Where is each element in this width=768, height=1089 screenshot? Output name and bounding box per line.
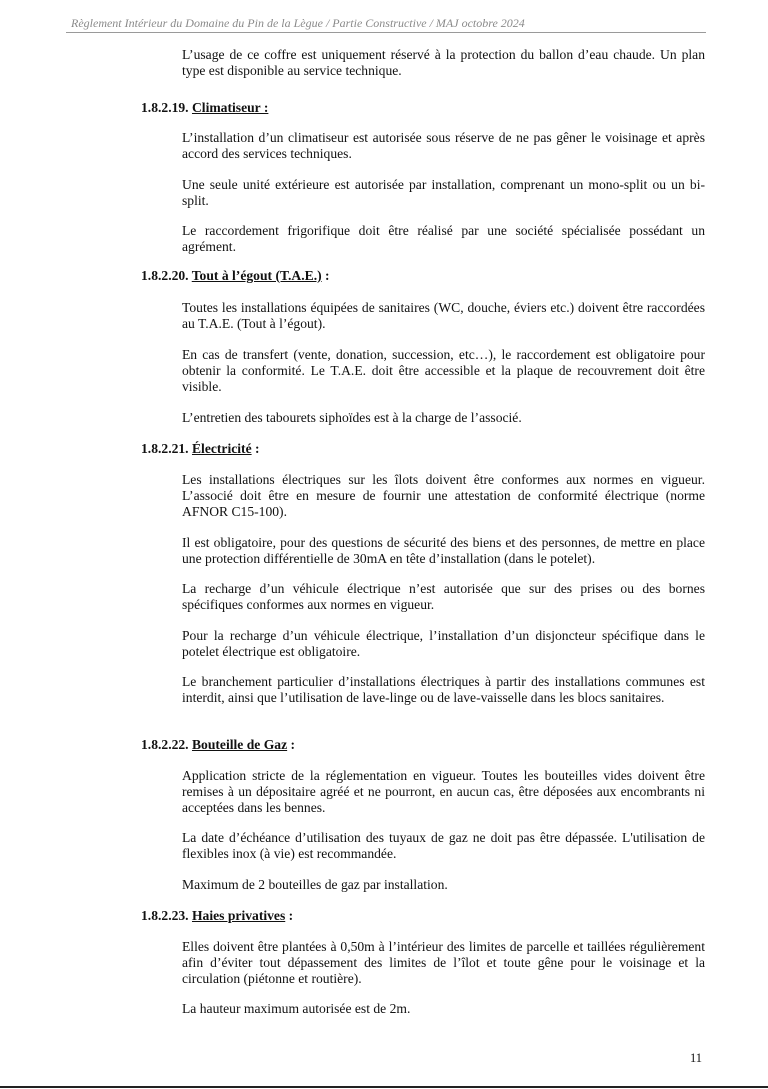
section-number: 1.8.2.21. — [141, 441, 189, 456]
section-number: 1.8.2.22. — [141, 737, 189, 752]
paragraph: La hauteur maximum autorisée est de 2m. — [182, 1001, 411, 1016]
paragraph: Une seule unité extérieure est autorisée par installation, comprenant un mono-split ou un bi-split. — [182, 177, 705, 208]
section-number: 1.8.2.20. — [141, 268, 189, 283]
section-title: Tout à l’égout (T.A.E.) — [191, 268, 322, 283]
paragraph: Toutes les installations équipées de sanitaires (WC, douche, éviers etc.) doivent être raccordées au T.A.E. (Tout à l’égout). — [182, 300, 705, 331]
paragraph: Application stricte de la réglementation en vigueur. Toutes les bouteilles vides doivent être remises à un dépositaire agréé et ne pourront, en aucun cas, être déposées aux encombrants ni acceptées dans les bennes. — [182, 768, 705, 815]
section-heading — [141, 100, 268, 116]
section-heading — [141, 441, 260, 457]
header-divider — [66, 32, 706, 33]
section-number: 1.8.2.23. — [141, 908, 189, 923]
section-title: Électricité — [191, 441, 252, 456]
section-title: Climatiseur : — [191, 100, 269, 115]
section-heading — [141, 908, 293, 924]
paragraph: Pour la recharge d’un véhicule électrique, l’installation d’un disjoncteur spécifique dans le potelet électrique est obligatoire. — [182, 628, 705, 659]
section-number: 1.8.2.19. — [141, 100, 189, 115]
paragraph: L’entretien des tabourets siphoïdes est à la charge de l’associé. — [182, 410, 522, 425]
section-heading — [141, 268, 330, 284]
section-title: Bouteille de Gaz — [191, 737, 288, 752]
page-header: Règlement Intérieur du Domaine du Pin de la Lègue / Partie Constructive / MAJ octobre 2024 — [71, 16, 525, 30]
section-title-suffix: : — [321, 268, 330, 283]
section-heading — [141, 737, 295, 753]
section-title-suffix: : — [285, 908, 294, 923]
paragraph: La recharge d’un véhicule électrique n’est autorisée que sur des prises ou des bornes spécifiques conformes aux normes en vigueur. — [182, 581, 705, 612]
paragraph: Elles doivent être plantées à 0,50m à l’intérieur des limites de parcelle et taillées régulièrement afin d’éviter tout dépassement des limites de l’îlot et toute gêne pour le voisinage et la circulation (piétonne et routière). — [182, 939, 705, 986]
section-title: Haies privatives — [191, 908, 286, 923]
paragraph: En cas de transfert (vente, donation, succession, etc…), le raccordement est obligatoire pour obtenir la conformité. Le T.A.E. doit être accessible et la plaque de recouvrement doit être visible. — [182, 347, 705, 394]
paragraph: Maximum de 2 bouteilles de gaz par installation. — [182, 877, 448, 892]
paragraph: L’installation d’un climatiseur est autorisée sous réserve de ne pas gêner le voisinage et après accord des services techniques. — [182, 130, 705, 161]
paragraph: Les installations électriques sur les îlots doivent être conformes aux normes en vigueur. L’associé doit être en mesure de fournir une attestation de conformité électrique (norme AFNOR C15-100). — [182, 472, 705, 519]
section-title-suffix: : — [251, 441, 260, 456]
page-bottom-edge — [0, 1086, 768, 1088]
paragraph: L’usage de ce coffre est uniquement réservé à la protection du ballon d’eau chaude. Un plan type est disponible au service technique. — [182, 47, 705, 78]
paragraph: Le raccordement frigorifique doit être réalisé par une société spécialisée possédant un agrément. — [182, 223, 705, 254]
paragraph: Le branchement particulier d’installations électriques à partir des installations communes est interdit, ainsi que l’utilisation de lave-linge ou de lave-vaisselle dans les blocs sanitaires. — [182, 674, 705, 705]
paragraph: La date d’échéance d’utilisation des tuyaux de gaz ne doit pas être dépassée. L'utilisation de flexibles inox (à vie) est recommandée. — [182, 830, 705, 861]
page-number: 11 — [690, 1051, 703, 1065]
paragraph: Il est obligatoire, pour des questions de sécurité des biens et des personnes, de mettre en place une protection différentielle de 30mA en tête d’installation (dans le potelet). — [182, 535, 705, 566]
section-title-suffix: : — [287, 737, 296, 752]
